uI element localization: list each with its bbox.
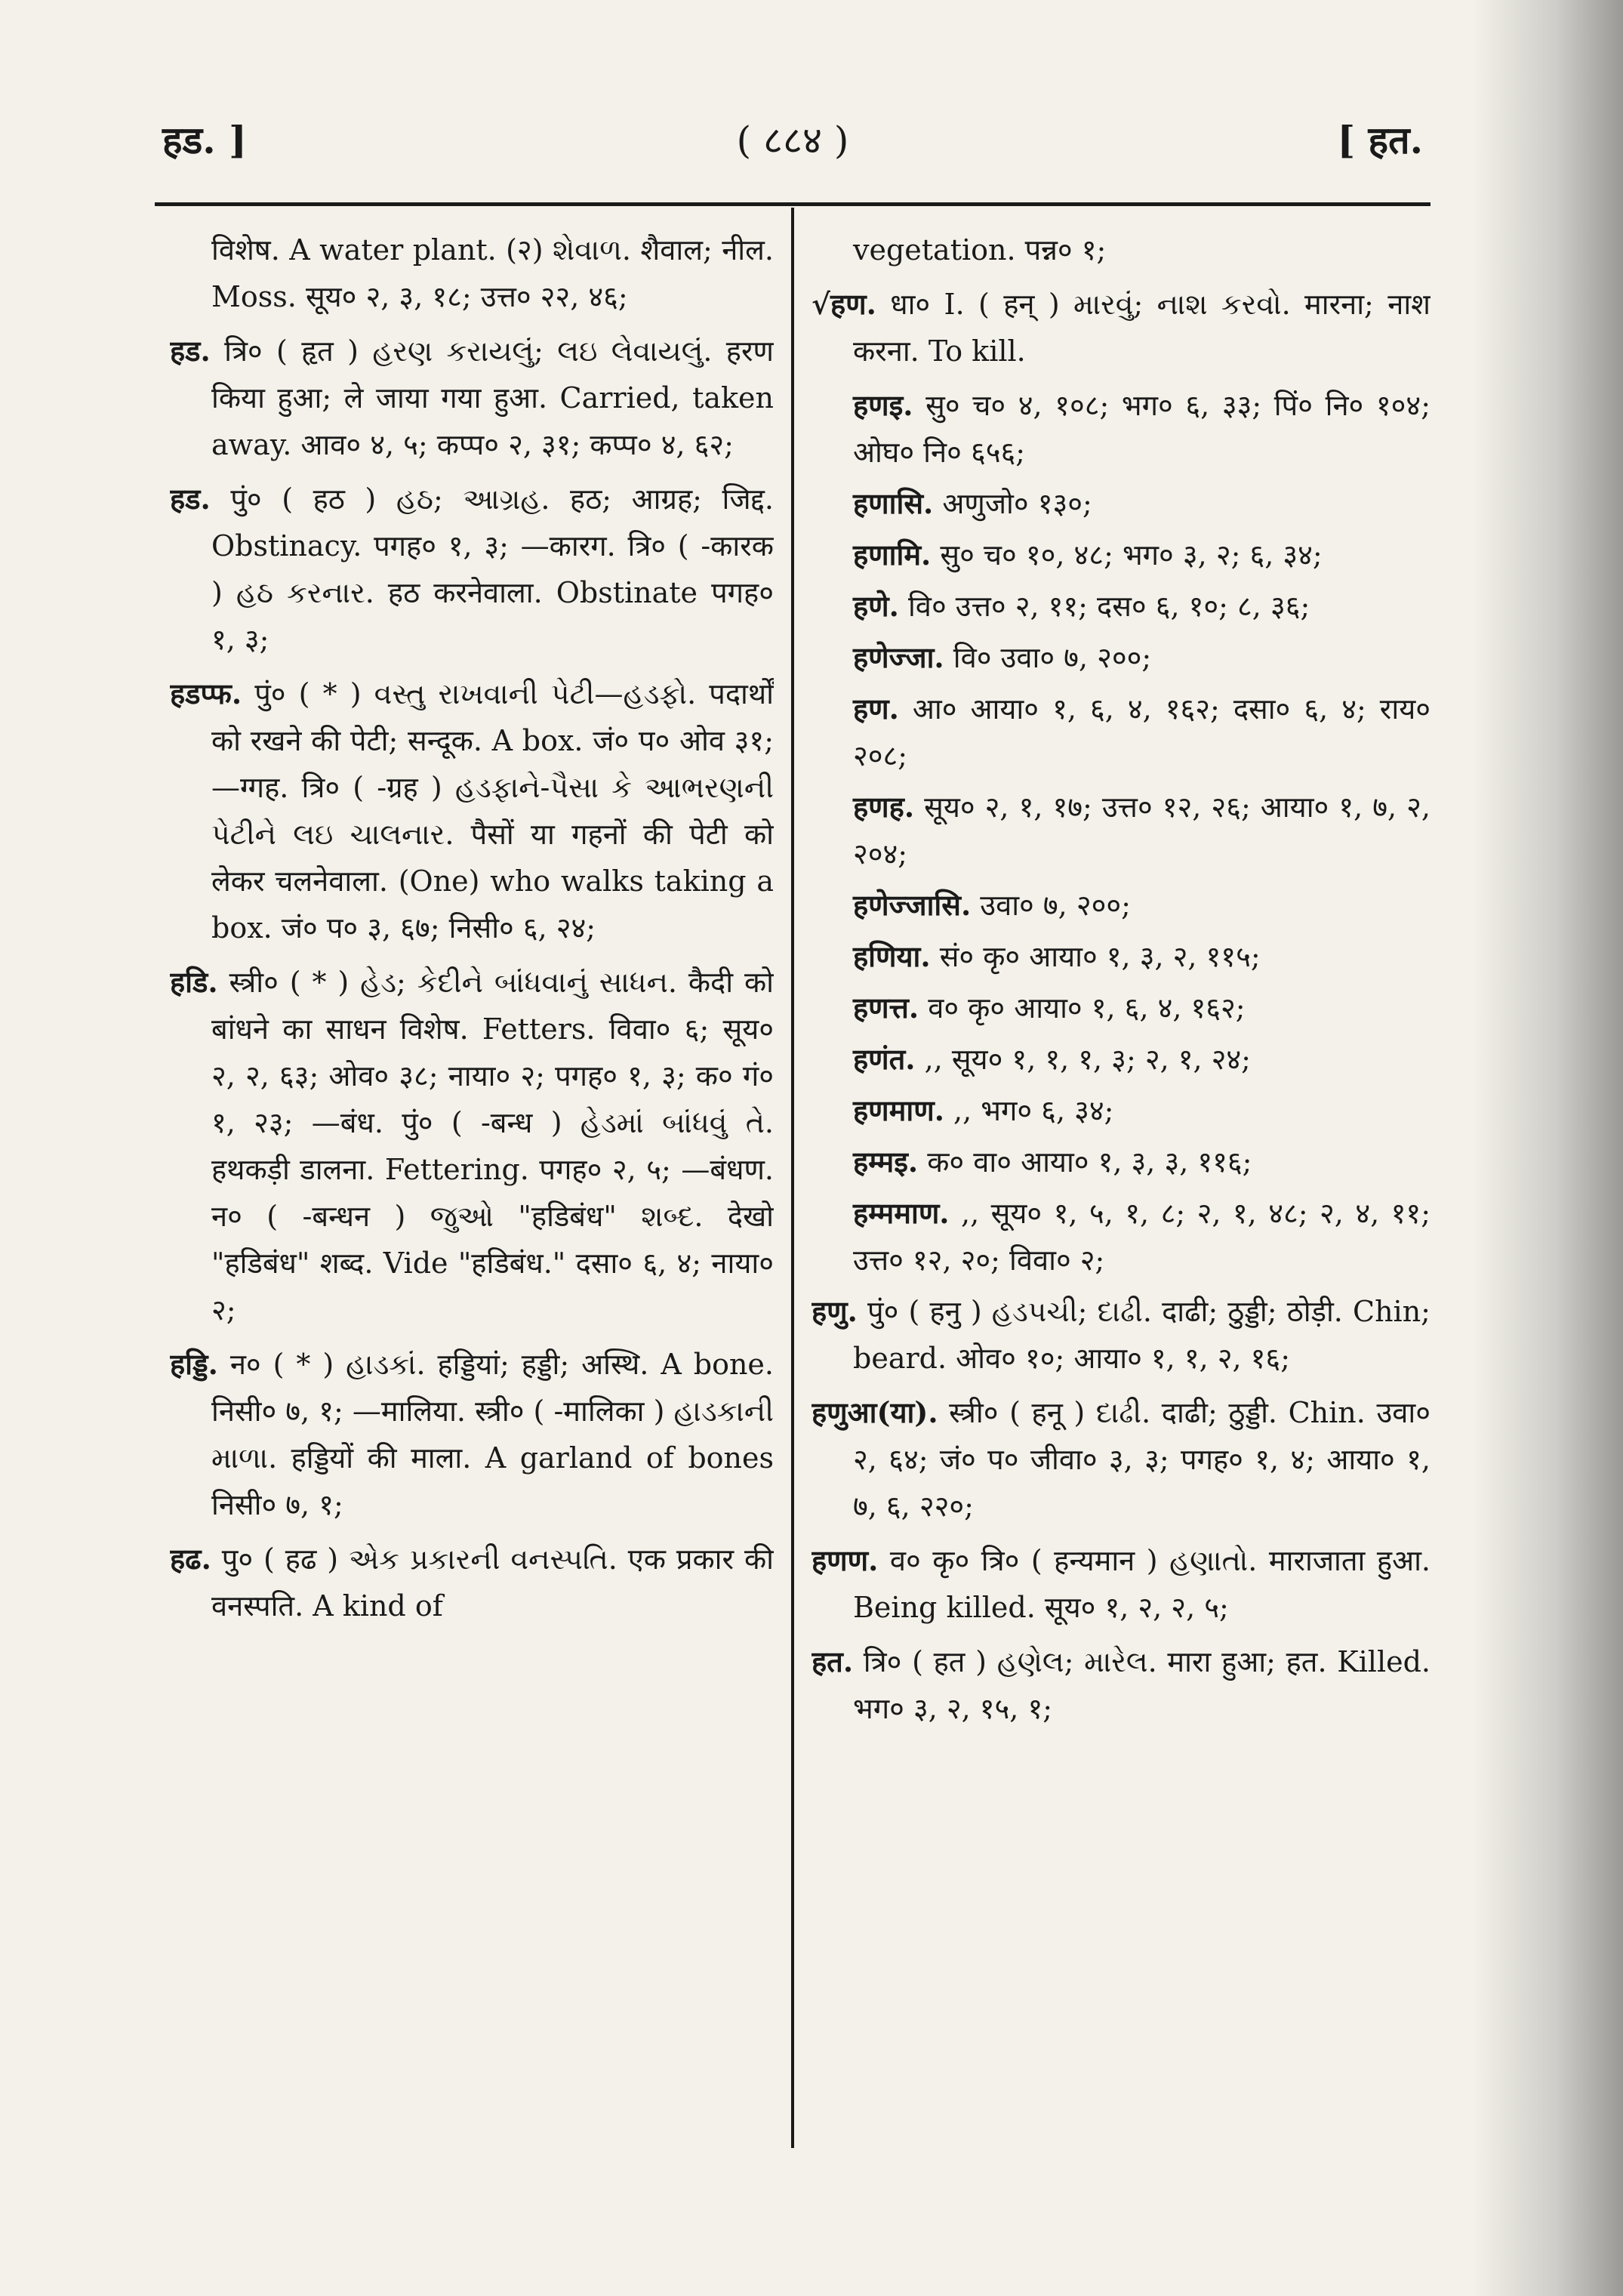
entry-text: स्त्री० ( * ) હેડ; કેદીને બાંધવાનું સાધન. कैदी को बांधने का साधन विशेष. Fetters. विवा० ६; सूय० २, २, ६३; ओव० ३८; नाया० २; पगह० १, ३; क० गं० १, २३; —बंध. पुं० ( -बन्ध ) હેડમાં બાંધવું તે. हथकड़ी डालना. Fettering. पगह० २, ५; —बंधण. न० ( -बन्धन ) જુઓ "हडिबंध" શબ્દ. देखो "हडिबंध" शब्द. Vide "हडिबंध." दसा० ६, ४; नाया० २; [211, 966, 774, 1327]
entry-headword: हणण. [812, 1543, 879, 1577]
entry-headword: हडि. [170, 965, 218, 999]
sub-entry [812, 634, 1431, 681]
entry-headword: हणु. [812, 1294, 858, 1328]
dictionary-entry [812, 1537, 1431, 1631]
dictionary-entry [170, 227, 774, 320]
sub-entry [812, 1087, 1431, 1134]
column-divider [791, 208, 794, 2148]
entry-headword: हणइ. [853, 388, 913, 422]
entry-headword: हणेज्जा. [853, 640, 944, 674]
entry-headword: हड. [170, 334, 211, 368]
entry-text: सु० च० ४, १०८; भग० ६, ३३; पिं० नि० १०४; ओघ० नि० ६५६; [853, 389, 1431, 469]
entry-text: ,, सूय० १, १, १, ३; २, १, २४; [915, 1043, 1251, 1076]
entry-headword: हणह. [853, 790, 915, 824]
entry-headword: हण. [853, 692, 899, 726]
entry-text: विशेष. A water plant. (२) શેવાળ. शैवाल; नील. Moss. सूय० २, ३, १८; उत्त० २२, ४६; [211, 233, 774, 313]
entry-text: सं० कृ० आया० १, ३, २, ११५; [930, 940, 1261, 973]
entry-text: क० वा० आया० १, ३, ३, ११६; [918, 1145, 1252, 1179]
entry-text: vegetation. पन्न० १; [853, 233, 1107, 267]
header-right-guideword: [ हत. [1337, 118, 1423, 162]
entry-headword: हणासि. [853, 486, 934, 520]
entry-text: स्त्री० ( हनू ) દાઢી. दाढी; ठुड्डी. Chin. उवा० २, ६४; जं० प० जीवा० ३, ३; पगह० १, ४; आया० १, ७, ६, २२०; [853, 1396, 1431, 1523]
header-rule [155, 202, 1431, 206]
entry-headword: हम्मइ. [853, 1145, 919, 1179]
dictionary-entry [812, 227, 1431, 273]
entry-headword: हणेज्जासि. [853, 888, 972, 922]
entry-text: सु० च० १०, ४८; भग० ३, २; ६, ३४; [931, 538, 1323, 572]
sub-entry [812, 480, 1431, 527]
entry-headword: हणे. [853, 589, 899, 623]
entry-text: ,, सूय० १, ५, १, ८; २, १, ४८; २, ४, ११; उत्त० १२, २०; विवा० २; [853, 1197, 1431, 1277]
entry-text: त्रि० ( हृत ) હરણ કરાયલું; લઇ લેવાયલું. हरण किया हुआ; ले जाया गया हुआ. Carried, taken away. आव० ४, ५; कप्प० २, ३१; कप्प० ४, ६२; [210, 334, 774, 461]
sub-entry [812, 1036, 1431, 1083]
entry-headword: हडप्फ. [170, 676, 242, 710]
entry-headword: हणमाण. [853, 1093, 944, 1127]
left-column [170, 227, 774, 2174]
page-number: ( ८८४ ) [736, 119, 849, 162]
sub-entry [812, 1190, 1431, 1284]
dictionary-entry [170, 1341, 774, 1528]
entry-headword: हणिया. [853, 939, 931, 973]
entry-headword: हणामि. [853, 538, 932, 572]
entry-headword: हत. [812, 1644, 854, 1678]
entry-text: वि० उत्त० २, ११; दस० ६, १०; ८, ३६; [898, 590, 1310, 623]
dictionary-entry [170, 670, 774, 951]
entry-text: धा० I. ( हन् ) મારવું; નાશ કરવો. मारना; नाश करना. To kill. [853, 288, 1431, 368]
sub-entry [812, 583, 1431, 630]
entry-text: पु० ( हढ ) એક પ્રકારની વનસ્પતિ. एक प्रकार की वनस्पति. A kind of [211, 1542, 774, 1623]
header-left-guideword: हड. ] [162, 118, 247, 162]
sub-entry [812, 985, 1431, 1031]
entry-text: सूय० २, १, १७; उत्त० १२, २६; आया० १, ७, २, २०४; [853, 791, 1431, 871]
dictionary-entry [812, 1389, 1431, 1530]
sub-entry [812, 882, 1431, 929]
sub-entry [812, 532, 1431, 578]
sub-entry [812, 933, 1431, 980]
dictionary-entry [170, 476, 774, 663]
dictionary-entry [812, 281, 1431, 374]
entry-headword: हणंत. [853, 1042, 916, 1076]
entry-text: व० कृ० आया० १, ६, ४, १६२; [919, 991, 1246, 1025]
dictionary-entry [812, 1288, 1431, 1382]
entry-headword: हणत्त. [853, 991, 919, 1025]
entry-text: अणुजो० १३०; [933, 487, 1092, 520]
entry-text: पुं० ( हठ ) હઠ; આગ્રહ. हठ; आग्रह; जिद्द. Obstinacy. पगह० १, ३; —कारग. त्रि० ( -कारक ) હઠ કરનાર. हठ करनेवाला. Obstinate पगह० १, ३; [210, 482, 774, 656]
page-header [162, 106, 1423, 174]
sub-entry [812, 686, 1431, 779]
entry-text: ,, भग० ६, ३४; [944, 1094, 1114, 1127]
entry-text: वि० उवा० ७, २००; [944, 641, 1152, 674]
sub-entry [812, 784, 1431, 877]
dictionary-entry [812, 1638, 1431, 1732]
entry-headword: √हण. [812, 287, 876, 321]
dictionary-entry [170, 328, 774, 468]
right-column [812, 227, 1431, 2174]
entry-text: व० कृ० त्रि० ( हन्यमान ) હણાતો. माराजाता हुआ. Being killed. सूय० १, २, २, ५; [853, 1544, 1431, 1624]
entry-text: न० ( * ) હાડકાં. हड्डियां; हड्डी; अस्थि. A bone. निसी० ७, १; —मालिया. स्त्री० ( -मालिका ) હાડકાની માળા. हड्डियों की माला. A garland of bones निसी० ७, १; [211, 1348, 774, 1521]
page-edge-shadow [1472, 0, 1623, 2296]
dictionary-entry [170, 959, 774, 1333]
dictionary-entry [170, 1536, 774, 1629]
entry-text: आ० आया० १, ६, ४, १६२; दसा० ६, ४; राय० २०८; [853, 692, 1431, 772]
entry-text: पुं० ( हनु ) હડપચી; દાઢી. दाढी; ठुड्डी; ठोड़ी. Chin; beard. ओव० १०; आया० १, १, २, १६; [853, 1295, 1431, 1375]
sub-entry [812, 1139, 1431, 1185]
entry-text: उवा० ७, २००; [971, 889, 1131, 922]
entry-headword: हढ. [170, 1542, 211, 1576]
entry-headword: हणुआ(या). [812, 1395, 938, 1429]
entry-headword: हड्डि. [170, 1347, 218, 1381]
entry-text: पुं० ( * ) વસ્તુ રાખવાની પેટી—હડફો. पदार्थों को रखने की पेटी; सन्दूक. A box. जं० प० ओव ३१; —ग्गह. त्रि० ( -ग्रह ) હડફાને-પૈસા કે આભરણની પેટીને લઇ ચાલનાર. पैसों या गहनों की पेटी को लेकर चलनेवाला. (One) who walks taking a box. जं० प० ३, ६७; निसी० ६, २४; [211, 677, 774, 945]
entry-text: त्रि० ( हत ) હણેલ; મારેલ. मारा हुआ; हत. Killed. भग० ३, २, १५, १; [853, 1645, 1431, 1725]
entry-headword: हड. [170, 482, 211, 516]
entry-headword: हम्ममाण. [853, 1196, 950, 1230]
sub-entry [812, 382, 1431, 476]
